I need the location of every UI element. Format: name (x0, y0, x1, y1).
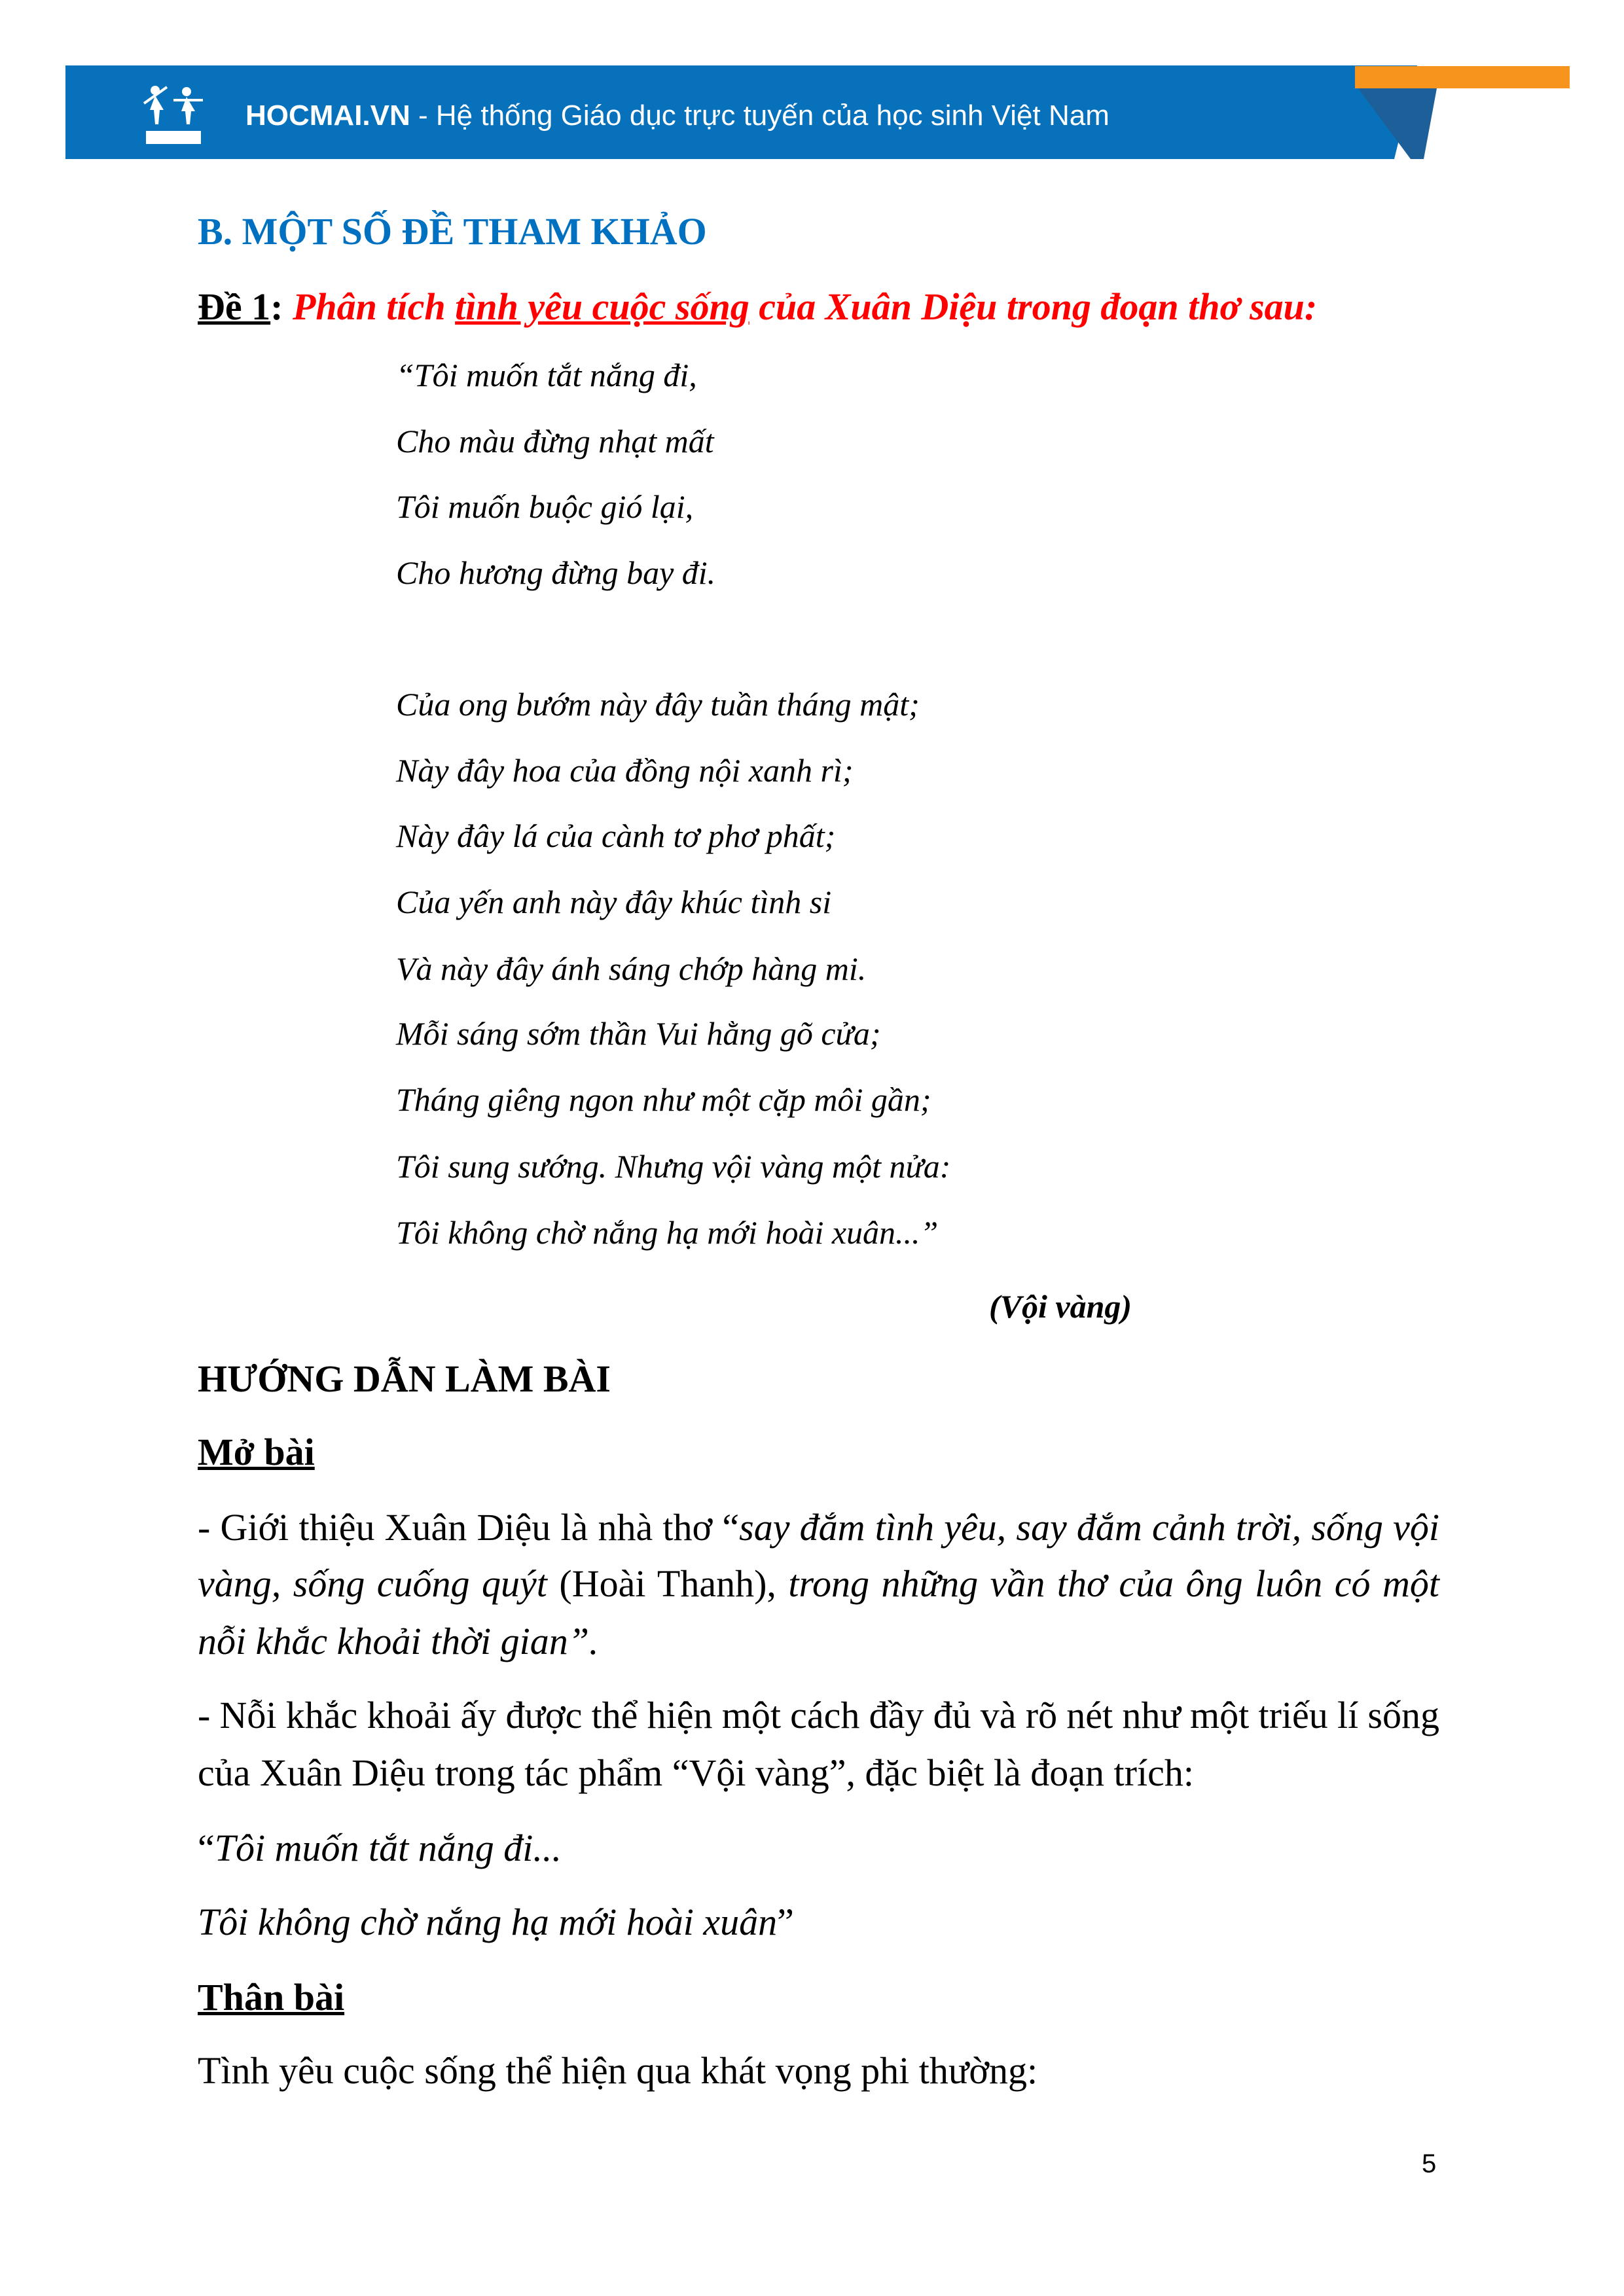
poem-line: Của ong bướm này đây tuần tháng mật; (396, 686, 920, 723)
poem-line: Tháng giêng ngon như một cặp môi gần; (396, 1081, 931, 1118)
paragraph-line: nỗi khắc khoải thời gian”. (198, 1620, 599, 1662)
section-title: B. MỘT SỐ ĐỀ THAM KHẢO (198, 210, 707, 253)
tagline-text: - Hệ thống Giáo dục trực tuyến của học sinh Việt Nam (410, 99, 1110, 132)
header-accent-orange (1355, 66, 1570, 88)
question-label: Đề 1 (198, 285, 271, 328)
italic-quote: vàng, sống cuống quýt (198, 1562, 547, 1605)
paragraph-line (198, 1562, 1439, 1605)
hocmai-logo (141, 84, 206, 146)
prompt-underlined: tình yêu cuộc sống (455, 285, 749, 328)
intro-heading: Mở bài (198, 1431, 315, 1473)
quote-text: Tôi muốn tắt nắng đi... (214, 1827, 562, 1869)
open-quote: “ (198, 1827, 215, 1869)
paragraph-line: của Xuân Diệu trong tác phẩm “Vội vàng”, đặc biệt là đoạn trích: (198, 1751, 1194, 1794)
text: - Giới thiệu Xuân Diệu là nhà thơ “ (198, 1506, 740, 1549)
prompt-text: Phân tích (292, 285, 456, 328)
prompt-text: của Xuân Diệu trong đoạn thơ sau: (749, 285, 1318, 328)
paragraph-line: - Nỗi khắc khoải ấy được thể hiện một cách đầy đủ và rõ nét như một triếu lí sống (198, 1694, 1439, 1736)
italic-quote: trong những vần thơ của ông luôn có một (788, 1562, 1439, 1605)
quote-line (198, 1829, 562, 1867)
poem-line: Tôi muốn buộc gió lại, (396, 488, 694, 525)
paragraph-line: Tình yêu cuộc sống thể hiện qua khát vọng phi thường: (198, 2049, 1038, 2092)
colon: : (270, 285, 293, 328)
poem-line: Mỗi sáng sớm thần Vui hằng gõ cửa; (396, 1015, 881, 1052)
guide-title: HƯỚNG DẪN LÀM BÀI (198, 1357, 611, 1400)
body-heading: Thân bài (198, 1976, 345, 2018)
header-tagline (245, 99, 1110, 132)
poem-line: Tôi không chờ nắng hạ mới hoài xuân...” (396, 1214, 939, 1251)
question-line (198, 285, 1318, 328)
poem-line: Cho màu đừng nhạt mất (396, 423, 714, 459)
poem-line: Tôi sung sướng. Nhưng vội vàng một nửa: (396, 1148, 951, 1185)
quote-line (198, 1903, 794, 1941)
text: (Hoài Thanh), (547, 1562, 789, 1605)
paragraph-line (198, 1506, 1439, 1549)
poem-line: Này đây lá của cành tơ phơ phất; (396, 817, 836, 854)
poem-line: Của yến anh này đây khúc tình si (396, 884, 832, 920)
poem-line: Và này đây ánh sáng chớp hàng mi. (396, 950, 867, 987)
poem-source: (Vội vàng) (989, 1288, 1132, 1325)
poem-line: Này đây hoa của đồng nội xanh rì; (396, 752, 854, 789)
brand-name: HOCMAI.VN (245, 99, 410, 132)
italic-quote: say đắm tình yêu, say đắm cảnh trời, sống vội (739, 1506, 1439, 1549)
poem-line: “Tôi muốn tắt nắng đi, (396, 357, 697, 393)
close-quote: ” (777, 1901, 794, 1943)
page-number: 5 (1422, 2149, 1437, 2178)
quote-text: Tôi không chờ nắng hạ mới hoài xuân (198, 1901, 778, 1943)
poem-line: Cho hương đừng bay đi. (396, 554, 716, 591)
